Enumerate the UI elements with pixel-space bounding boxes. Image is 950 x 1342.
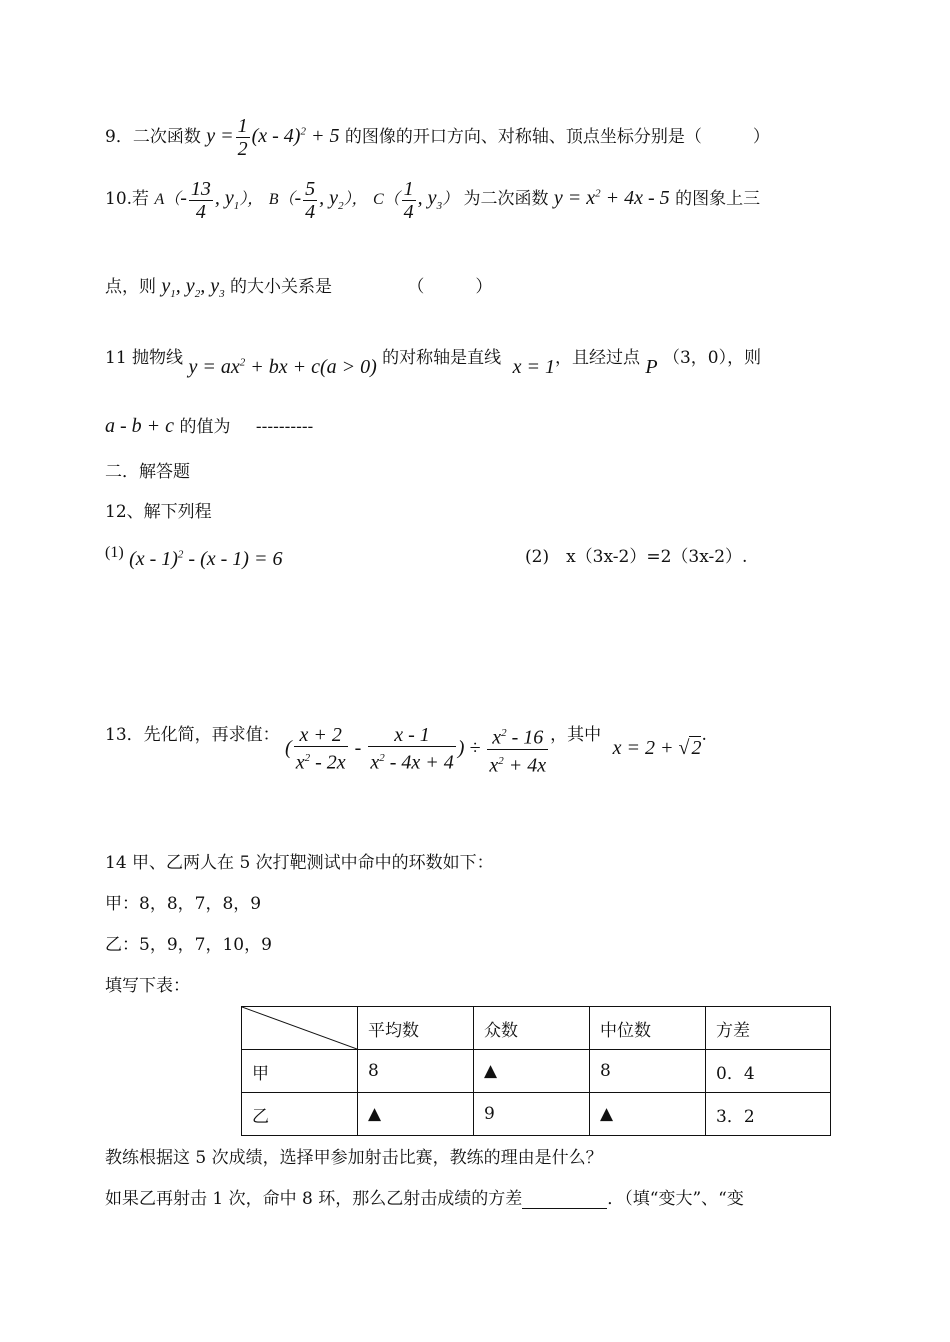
- q13-value: x = 2 + √ 2: [612, 736, 702, 759]
- q14-last-a: 如果乙再射击 1 次，命中 8 环，那么乙射击成绩的方差: [105, 1189, 523, 1209]
- cell: 8: [358, 1050, 474, 1093]
- q10-label: 10.若: [105, 189, 150, 210]
- q10-point-a: A（- $\frac{13}{4}$ , $y_1$），: [154, 178, 264, 223]
- question-14-title: 14 甲、乙两人在 5 次打靶测试中命中的环数如下：: [105, 853, 494, 873]
- q11-formula: $y = ax^2$ + bx + c(a > 0): [188, 356, 377, 378]
- stats-table: [241, 1006, 831, 1136]
- cell: ▲: [590, 1093, 706, 1136]
- q11-expr: a - b + c: [105, 415, 175, 437]
- q10-vars: $y_1$, $y_2$, $y_3$: [161, 275, 225, 300]
- q11-mid2: ，且经过点: [554, 348, 640, 368]
- q13-expression: ( $\frac{x + 2}{x^2 - 2x}$ - $\frac{x - 1}{x^2 - 4x + 4}$ ) ÷ $\frac{x^2 - 16}{x^2 + 4x}$: [285, 737, 550, 759]
- q11-p: P: [645, 356, 658, 378]
- header-median: 中位数: [590, 1007, 706, 1050]
- section-2-title: 二．解答题: [105, 462, 190, 482]
- question-11-line2: [105, 412, 313, 438]
- cell: 9: [474, 1093, 590, 1136]
- q13-label: 13．先化简，再求值：: [105, 724, 280, 745]
- cell: 8: [590, 1050, 706, 1093]
- q14-jia-scores: 甲：8，8，7，8，9: [105, 894, 262, 914]
- q10-tail: 的图象上三: [675, 189, 761, 210]
- cell: ▲: [474, 1050, 590, 1093]
- q14-reason-question: 教练根据这 5 次成绩，选择甲参加射击比赛，教练的理由是什么？: [105, 1148, 603, 1168]
- q10-mid: 为二次函数: [463, 189, 549, 210]
- q14-variance-question: [105, 1184, 744, 1209]
- q11-label: 11 抛物线: [105, 348, 184, 368]
- q13-mid: ，其中: [550, 724, 602, 745]
- cell: ▲: [358, 1093, 474, 1136]
- header-mode: 众数: [474, 1007, 590, 1050]
- diagonal-line: [242, 1007, 357, 1049]
- row-label: 甲: [242, 1050, 358, 1093]
- question-10: [105, 178, 760, 223]
- table-header-row: [242, 1007, 831, 1050]
- q11-point: （3，0），则: [662, 348, 762, 368]
- row-label: 乙: [242, 1093, 358, 1136]
- q11-mid: 的对称轴是直线: [382, 348, 502, 368]
- question-12-title: 12、解下列程: [105, 502, 212, 522]
- diagonal-header-cell: [242, 1007, 358, 1050]
- cell: 0．4: [706, 1050, 831, 1093]
- header-variance: 方差: [706, 1007, 831, 1050]
- table-row: [242, 1093, 831, 1136]
- q12-formula1: (x - 1)$^2$ - (x - 1) = 6: [129, 548, 283, 570]
- q9-label: 9．二次函数: [105, 127, 201, 148]
- question-13: 13．先化简，再求值： ( $\frac{x + 2}{x^2 - 2x}$ - $\frac{x - 1}{x^2 - 4x + 4}$ ) ÷ $\frac{x^2 - 16}{x^2 + 4x}$ ，其中 x = 2 + √ 2.: [105, 708, 707, 762]
- q11-axis: x = 1: [512, 356, 555, 378]
- q12-p1: (1): [105, 544, 124, 561]
- table-row: [242, 1050, 831, 1093]
- q14-last-b: ．（填“变大”、“变: [607, 1189, 744, 1209]
- question-11: [105, 343, 762, 378]
- question-9: [105, 115, 770, 160]
- q10-point-c: C（ $\frac{1}{4}$ , $y_3$）: [372, 178, 459, 223]
- q11-dashes: ----------: [255, 417, 314, 437]
- q14-fill-instruction: 填写下表：: [105, 976, 190, 996]
- q10-point-b: B（- $\frac{5}{4}$ , $y_2$），: [268, 178, 368, 223]
- q14-yi-scores: 乙：5，9，7，10，9: [105, 935, 272, 955]
- question-10-line2: [105, 272, 492, 300]
- header-mean: 平均数: [358, 1007, 474, 1050]
- question-12-part1: [105, 540, 283, 570]
- q10-paren: （ ）: [407, 277, 493, 297]
- answer-blank[interactable]: [522, 1192, 607, 1209]
- cell: 3．2: [706, 1093, 831, 1136]
- q9-tail: 的图像的开口方向、对称轴、顶点坐标分别是（ ）: [344, 127, 770, 148]
- q11-line2: 的值为: [179, 417, 231, 437]
- q9-formula: y = $\frac{1}{2}$ (x - 4)$^2$ + 5: [206, 115, 340, 160]
- question-12-part2: (2) x（3x-2）=2（3x-2）.: [525, 547, 748, 567]
- q10-formula: $y = x^2 + 4x - 5$: [553, 187, 670, 210]
- q10-line2a: 点，则: [105, 277, 156, 297]
- q10-line2b: 的大小关系是: [229, 277, 332, 297]
